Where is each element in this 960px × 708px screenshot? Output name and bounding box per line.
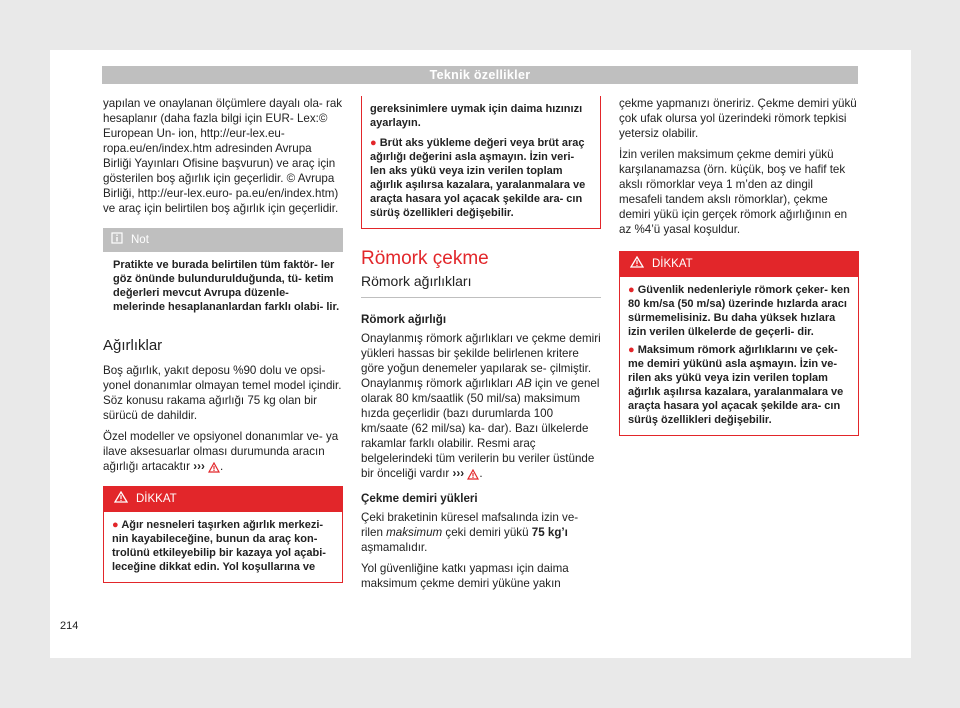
list-item: ● Brüt aks yükleme değeri veya brüt araç ağırlığı değerini asla aşmayın. İzin veri- len aks yükü veya izin verilen toplam ağırlık aşılırsa kazalara, yaralanmalara ve araçta hasara yol açacak şekilde ara- cın sürüş özellikleri değişebilir. [370, 137, 586, 219]
heading-trailer-weight: Römork ağırlığı [361, 313, 447, 326]
warning-triangle-icon [630, 256, 644, 273]
paragraph: Boş ağırlık, yakıt deposu %90 dolu ve opsi- yonel donanımlar olmayan temel model içindir. Söz konusu rakama ağırlığı 75 kg olan bir sürücü de dahildir. [103, 364, 342, 422]
warning-body [104, 512, 342, 582]
list-item: ● Ağır nesneleri taşırken ağırlık merkezi- nin kayabileceğine, bunun da araç kon- trolünü etkileyebilip bir kazaya yol açabi- leceğine dikkat edin. Yol koşullarına ve [112, 519, 326, 573]
bullet-icon: ● [628, 344, 635, 356]
warning-text: gereksinimlere uymak için daima hızınızı ayarlayın. [370, 103, 583, 129]
heading-towbar-loads: Çekme demiri yükleri [361, 492, 478, 505]
page-number: 214 [60, 620, 79, 632]
list-item: ● Maksimum römork ağırlıklarını ve çek- me demiri yükünü asla aşmayın. İzin ve- rilen aks yükü veya izin verilen toplam ağırlık aşılırsa kazalara, yaralanmalara ve araçta hasara yol açacak şekilde ara- cın sürüş özellikleri değişebilir. [628, 344, 844, 426]
column-2 [361, 96, 601, 597]
list-item: ● Güvenlik nedenleriyle römork çeker- ken 80 km/sa (50 m/sa) üzerinde hızlarda aracı sürmemelisiniz. Bu daha yüksek hızlara izin verilen ülkelerde de geçerli- dir. [628, 284, 850, 338]
heading-weights: Ağırlıklar [103, 337, 163, 354]
note-label: Not [131, 234, 149, 246]
warning-triangle-icon [208, 462, 220, 472]
paragraph: çekme yapmanızı öneririz. Çekme demiri yükü çok ufak olursa yol üzerindeki römork tepkisi yetersiz olabilir. [619, 97, 857, 140]
bullet-icon: ● [628, 284, 635, 296]
paragraph: İzin verilen maksimum çekme demiri yükü karşılanamazsa (örn. küçük, boş ve hafif tek akslı römorklar veya 1 m’den az dingil mesafeli tandem akslı römorklar), çekme demiri yükü için gerçek römork ağırlığının en az %4’ü yasal koşuldur. [619, 148, 848, 236]
bullet-icon: ● [112, 519, 119, 531]
info-icon [111, 232, 123, 249]
cross-reference-arrows[interactable]: ››› [193, 460, 205, 473]
warning-triangle-icon [114, 491, 128, 508]
chapter-title: Römork çekme [361, 248, 489, 269]
warning-header [104, 487, 342, 512]
warning-box-continued [361, 96, 601, 229]
note-text: Pratikte ve burada belirtilen tüm faktör- ler göz önünde bulundurulduğunda, tü- ketim değerleri mevcut Avrupa düzenle- melerinde hesaplananlardan farklı olabi- lir. [113, 259, 340, 313]
warning-box [619, 251, 859, 436]
paragraph: Özel modeller ve opsiyonel donanımlar ve- ya ilave aksesuarlar olması durumunda aracın ağırlığı artacaktır ››› . [103, 430, 339, 473]
warning-body [362, 96, 600, 228]
paragraph: yapılan ve onaylanan ölçümlere dayalı ola- rak hesaplanır (daha fazla bilgi için EUR- Lex:© European Un- ion, http://eur-lex.eu- ropa.eu/en/index.htm adresinden Avrupa Birliği Yayınları Ofisine başvurun) ve araç için gösterilen boş ağırlık için geçerlidir. © Avrupa Birliği, http://eur-lex.euro- pa.eu/en/index.htm) ve araç için belirtilen boş ağırlık için geçerlidir. [103, 97, 343, 215]
section-subtitle: Römork ağırlıkları [361, 274, 601, 298]
bullet-icon: ● [370, 137, 377, 149]
paragraph: Onaylanmış römork ağırlıkları ve çekme demiri yükleri hassas bir şekilde belirlenen kritere göre yoğun denemeler yapılarak se- çilmiştir. Onaylanmış römork ağırlıkları AB için ve genel olarak 80 km/saatlik (50 mil/sa) maksimum hızda geçerlidir (bazı durumlarda 100 km/saate (62 mil/sa) ka- dar). Bazı ülkelerde rakamlar farklı olabilir. Resmi araç belgelerindeki tüm verilerin bu veriler üstünde bir önceliği vardır ››› . [361, 332, 601, 480]
paragraph: Çeki braketinin küresel mafsalında izin ve- rilen maksimum çeki demiri yükü 75 kg’ı aşmamalıdır. [361, 511, 579, 554]
section-header: Teknik özellikler [102, 66, 858, 84]
warning-header [620, 252, 858, 277]
warning-body [620, 277, 858, 435]
warning-label: DİKKAT [652, 258, 693, 270]
note-box [103, 228, 343, 322]
column-3 [619, 96, 859, 436]
column-1 [103, 96, 343, 583]
paragraph: Yol güvenliğine katkı yapması için daima maksimum çekme demiri yüküne yakın [361, 562, 569, 590]
warning-label: DİKKAT [136, 493, 177, 505]
cross-reference-arrows[interactable]: ››› [452, 467, 465, 480]
warning-box [103, 486, 343, 583]
warning-triangle-icon [467, 469, 479, 479]
note-header [103, 229, 343, 252]
